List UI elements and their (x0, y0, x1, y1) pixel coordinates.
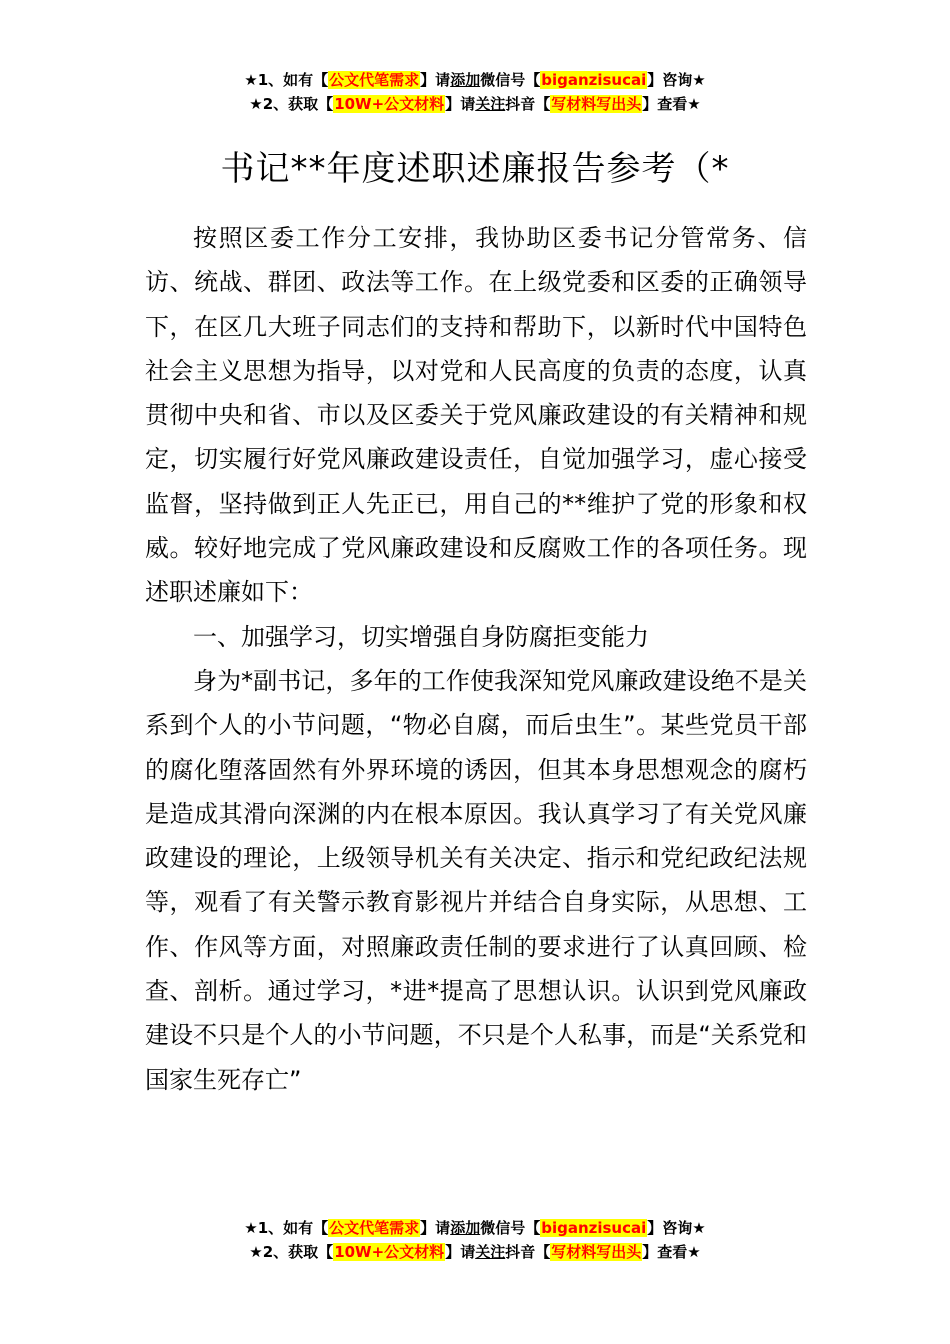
highlight-douyin-account: 写材料写出头 (551, 1243, 642, 1261)
emphasis-add: 添加 (450, 1219, 481, 1237)
highlight-materials: 10W+公文材料 (334, 95, 445, 113)
banner-text: 】请 (445, 1243, 476, 1261)
banner-text: 】请 (420, 71, 451, 89)
highlight-materials: 10W+公文材料 (334, 1243, 445, 1261)
banner-text: 微信号【 (480, 1219, 541, 1237)
emphasis-follow: 关注 (475, 95, 506, 113)
banner-text: 】请 (445, 95, 476, 113)
banner-text: 】请 (420, 1219, 451, 1237)
banner-text: 】查看★ (642, 1243, 701, 1261)
document-title: 书记**年度述职述廉报告参考（* (220, 148, 730, 189)
paragraph-study: 身为*副书记，多年的工作使我深知党风廉政建设绝不是关系到个人的小节问题，“物必自腐，而后虫生”。某些党员干部的腐化堕落固然有外界环境的诱因，但其本身思想观念的腐朽是造成其滑向深渊的内在根本原因。我认真学习了有关党风廉政建设的理论，上级领导机关有关决定、指示和党纪政纪法规等，观看了有关警示教育影视片并结合自身实际，从思想、工作、作风等方面，对照廉政责任制的要求进行了认真回顾、检查、剖析。通过学习，*进*提高了思想认识。认识到党风廉政建设不只是个人的小节问题，不只是个人私事，而是“关系党和国家生死存亡” (145, 666, 807, 1094)
banner-text: 】咨询★ (647, 71, 706, 89)
banner-text: 微信号【 (480, 71, 541, 89)
banner-text: 抖音【 (505, 95, 551, 113)
header-banner-line-1 (0, 68, 950, 92)
highlight-ghostwriting: 公文代笔需求 (329, 71, 420, 89)
header-banner (0, 68, 950, 116)
banner-text: 抖音【 (505, 1243, 551, 1261)
banner-text: ★1、如有【 (244, 1219, 329, 1237)
footer-banner-line-2 (0, 1240, 950, 1264)
footer-banner-line-1 (0, 1216, 950, 1240)
highlight-douyin-account: 写材料写出头 (551, 95, 642, 113)
emphasis-follow: 关注 (475, 1243, 506, 1261)
footer-banner (0, 1216, 950, 1264)
banner-text: 】查看★ (642, 95, 701, 113)
document-body (145, 216, 807, 1102)
banner-text: 】咨询★ (647, 1219, 706, 1237)
section-heading-1: 一、加强学习，切实增强自身防腐拒变能力 (193, 622, 649, 651)
emphasis-add: 添加 (450, 71, 481, 89)
highlight-wechat-id: biganzisucai (541, 71, 647, 89)
banner-text: ★2、获取【 (249, 95, 334, 113)
banner-text: ★1、如有【 (244, 71, 329, 89)
highlight-ghostwriting: 公文代笔需求 (329, 1219, 420, 1237)
header-banner-line-2 (0, 92, 950, 116)
banner-text: ★2、获取【 (249, 1243, 334, 1261)
paragraph-intro: 按照区委工作分工安排，我协助区委书记分管常务、信访、统战、群团、政法等工作。在上级党委和区委的正确领导下，在区几大班子同志们的支持和帮助下，以新时代中国特色社会主义思想为指导，以对党和人民高度的负责的态度，认真贯彻中央和省、市以及区委关于党风廉政建设的有关精神和规定，切实履行好党风廉政建设责任，自觉加强学习，虚心接受监督，坚持做到正人先正已，用自己的**维护了党的形象和权威。较好地完成了党风廉政建设和反腐败工作的各项任务。现述职述廉如下： (145, 224, 807, 607)
highlight-wechat-id: biganzisucai (541, 1219, 647, 1237)
